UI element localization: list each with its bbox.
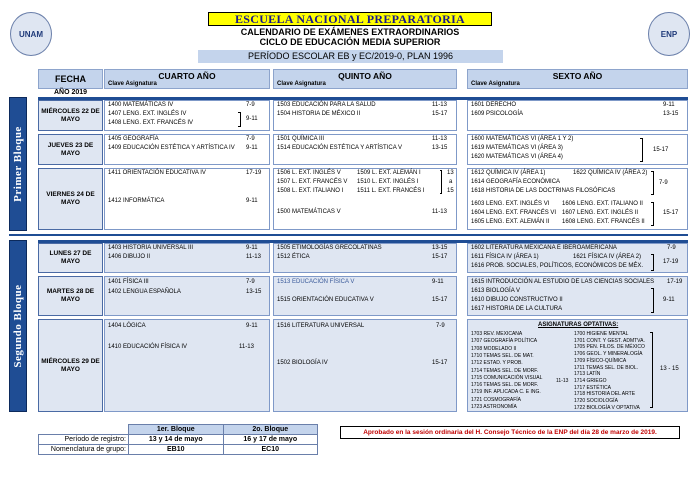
optativas-mid-hour: 11-13: [556, 378, 569, 384]
unam-logo: UNAM: [10, 12, 52, 56]
r28-cuarto: [104, 276, 270, 316]
r29-sexto: [467, 319, 688, 412]
r23-c5-h2: 13-15: [432, 145, 448, 151]
nomenclatura-2: EC10: [223, 445, 318, 455]
optativa-left-item: 1721 COSMOGRAFÍA: [471, 396, 522, 403]
year-label: AÑO 2019: [53, 89, 88, 96]
r24-c6c-2: 1607 LENG. EXT. INGLÉS II: [562, 210, 639, 216]
r29-c5-h1: 7-9: [436, 323, 445, 329]
optativa-right-item: 1705 PEN. FILOS. DE MÉXICO: [574, 344, 645, 351]
r24-brace-c6b: [651, 202, 654, 226]
r27-c4-h2: 11-13: [246, 254, 261, 260]
sexto-clave: Clave Asignatura: [471, 81, 520, 87]
cuarto-clave: Clave Asignatura: [108, 81, 157, 87]
r24-c5-h-4: 11-13: [432, 209, 447, 215]
r22-sexto: [467, 100, 688, 131]
r27-c4-2: 1406 DIBUJO II: [108, 254, 151, 260]
cuarto-header: [104, 69, 270, 89]
r29-c4-h1: 9-11: [246, 323, 258, 329]
r27-c6b: 1621 FÍSICA IV (ÁREA 2): [573, 254, 642, 260]
r22-c6-h2: 13-15: [663, 111, 679, 117]
registro-corner: [39, 425, 129, 435]
optativa-right-item: 1706 GEOL. Y MINERALOGÍA: [574, 351, 643, 358]
r24-c5a-1: 1506 L. EXT. INGLÉS V: [277, 170, 341, 176]
r23-c4-2: 1409 EDUCACIÓN ESTÉTICA Y ARTÍSTICA IV: [108, 145, 235, 151]
r28-brace: [651, 288, 654, 313]
r28-c6-4: 1617 HISTORIA DE LA CULTURA: [471, 306, 563, 312]
r29-c5-h2: 15-17: [432, 360, 448, 366]
r28-c4-2: 1402 LENGUA ESPAÑOLA: [108, 289, 181, 295]
nomenclatura-row: [39, 445, 318, 455]
optativa-right-item: 1714 GRIEGO: [574, 377, 607, 384]
segundo-bloque-label: Segundo Bloque: [12, 284, 24, 368]
r29-c5-1: 1516 LITERATURA UNIVERSAL: [277, 323, 365, 329]
registro-row: [39, 435, 318, 445]
optativa-right-item: 1720 SOCIOLOGÍA: [574, 398, 618, 404]
registro-1: 13 y 14 de mayo: [129, 435, 224, 445]
r24-c6a-3: 1618 HISTORIA DE LAS DOCTRINAS FILOSÓFICAS: [471, 188, 616, 194]
optativa-right-item: 1722 BIOLOGÍA V OPTATIVA: [574, 404, 640, 411]
optativa-left-item: 1703 REV. MEXICANA: [471, 331, 523, 337]
r24-c6a2: 1622 QUÍMICA IV (ÁREA 2): [573, 170, 648, 176]
r28-c6-3: 1610 DIBUJO CONSTRUCTIVO II: [471, 297, 563, 303]
r22-quinto: [273, 100, 457, 131]
r28-quinto: [273, 276, 457, 316]
optativa-left-item: 1710 TEMAS SEL. DE MAT.: [471, 352, 534, 359]
r22-c5-2: 1504 HISTORIA DE MÉXICO II: [277, 111, 361, 117]
r27-c6-1: 1602 LITERATURA MEXICANA E IBEROAMERICANA: [471, 245, 617, 251]
r23-c6-h1: 15-17: [653, 147, 669, 153]
r23-c5-1: 1501 QUÍMICA III: [277, 136, 325, 142]
optativas-brace: [650, 332, 653, 408]
r24-c6b-1: 1603 LENG. EXT. INGLÉS VI: [471, 201, 550, 207]
r23-c6-3: 1620 MATEMÁTICAS VI (ÁREA 4): [471, 154, 563, 160]
r27-c6-3: 1616 PROB. SOCIALES, POLÍTICOS, ECONÓMICOS DE MÉX.: [471, 263, 644, 269]
r29-c4-1: 1404 LÓGICA: [108, 323, 146, 329]
r22-c6-h1: 9-11: [663, 102, 675, 108]
r22-c4-1: 1400 MATEMÁTICAS IV: [108, 102, 174, 108]
r24-c5a-3: 1508 L. EXT. ITALIANO I: [277, 188, 344, 194]
r23-c6-2: 1619 MATEMÁTICAS VI (ÁREA 3): [471, 145, 563, 151]
r27-c4-1: 1403 HISTORIA UNIVERSAL III: [108, 245, 194, 251]
r29-c4-2: 1410 EDUCACIÓN FÍSICA IV: [108, 344, 188, 350]
divider-middle: [9, 234, 688, 236]
r27-c6-h1: 7-9: [667, 245, 676, 251]
r24-c4-1: 1411 ORIENTACIÓN EDUCATIVA IV: [108, 170, 206, 176]
r23-quinto: [273, 134, 457, 165]
r29-quinto: [273, 319, 457, 412]
r27-c5-1: 1505 ETIMOLOGÍAS GRECOLATINAS: [277, 245, 382, 251]
r24-cuarto: [104, 168, 270, 230]
r24-quinto: [273, 168, 457, 230]
r28-c5-h2: 15-17: [432, 297, 448, 303]
r24-c5b-2: 1510 L. EXT. INGLÉS I: [357, 179, 419, 185]
r28-c5-1: 1513 EDUCACIÓN FÍSICA V: [277, 279, 355, 285]
bloque2-header: 2o. Bloque: [223, 425, 318, 435]
date-23: JUEVES 23 DE MAYO: [38, 134, 103, 165]
r22-c6-2: 1609 PSICOLOGÍA: [471, 111, 524, 117]
r23-c4-1: 1405 GEOGRAFÍA: [108, 136, 159, 142]
optativa-left-item: 1716 TEMAS SEL. DE MORF.: [471, 382, 539, 389]
r27-quinto: [273, 243, 457, 273]
optativa-right-item: 1711 TEMAS SEL. DE BIOL.: [574, 364, 639, 371]
r28-c4-h2: 13-15: [246, 289, 262, 295]
r24-c6b-3: 1605 LENG. EXT. ALEMÁN II: [471, 219, 550, 225]
r29-cuarto: [104, 319, 270, 412]
r22-c4-3: 1408 LENG. EXT. FRANCÉS IV: [108, 120, 194, 126]
optativa-left-item: 1714 TEMAS SEL. DE MORF.: [471, 367, 539, 374]
r28-sexto: [467, 276, 688, 316]
optativa-right-item: 1718 HISTORIA DEL ARTE: [574, 391, 636, 398]
registro-header-row: [39, 425, 318, 435]
r23-c5-2: 1514 EDUCACIÓN ESTÉTICA Y ARTÍSTICA V: [277, 145, 403, 151]
segundo-bloque-bar: [9, 240, 27, 412]
sexto-title: SEXTO AÑO: [552, 71, 603, 81]
r23-c5-h1: 11-13: [432, 136, 447, 142]
r23-brace: [640, 138, 643, 162]
r24-c5b-1: 1509 L. EXT. ALEMÁN I: [357, 170, 421, 176]
r24-brace-c5: [440, 170, 442, 194]
optativa-right-item: 1717 ESTÉTICA: [574, 384, 611, 391]
r24-c5b-3: 1511 L. EXT. FRANCÉS I: [357, 188, 425, 194]
r23-cuarto: [104, 134, 270, 165]
date-22: MIÉRCOLES 22 DE MAYO: [38, 100, 103, 131]
date-29: MIÉRCOLES 29 DE MAYO: [38, 319, 103, 412]
date-28: MARTES 28 DE MAYO: [38, 276, 103, 316]
r27-c5-h1: 13-15: [432, 245, 448, 251]
optativa-left-item: 1723 ASTRONOMÍA: [471, 404, 517, 410]
r24-c5-h-13: 13: [447, 170, 454, 176]
r24-sexto: [467, 168, 688, 230]
r24-c5c: 1500 MATEMÁTICAS V: [277, 209, 341, 215]
optativa-right-item: 1713 LATÍN: [574, 371, 601, 378]
r28-c6-2: 1613 BIOLOGÍA V: [471, 288, 521, 294]
r22-c4-2: 1407 LENG. EXT. INGLÉS IV: [108, 111, 187, 117]
page-title: ESCUELA NACIONAL PREPARATORIA: [208, 12, 492, 26]
r23-c4-h2: 9-11: [246, 145, 258, 151]
r24-c5-h-a: a: [449, 179, 453, 185]
r24-c4-h1: 17-19: [246, 170, 262, 176]
r27-c6-2: 1611 FÍSICA IV (ÁREA 1): [471, 254, 539, 260]
optativa-left-item: 1719 INF. APLICADA C. E ING.: [471, 389, 541, 396]
optativa-left-item: 1708 MODELADO II: [471, 345, 517, 352]
r24-c6a-1: 1612 QUÍMICA IV (ÁREA 1): [471, 170, 546, 176]
r27-sexto: [467, 243, 688, 273]
period-banner: PERÍODO ESCOLAR EB y EC/2019-0, PLAN 1996: [198, 50, 503, 63]
nomenclatura-1: EB10: [129, 445, 224, 455]
fecha-header: FECHA: [38, 69, 103, 89]
r24-c5a-2: 1507 L. EXT. FRANCÉS V: [277, 179, 348, 185]
optativa-left-item: 1707 GEOGRAFÍA POLÍTICA: [471, 338, 538, 345]
r23-c4-h1: 7-9: [246, 136, 255, 142]
primer-bloque-bar: [9, 97, 27, 231]
registro-2: 16 y 17 de mayo: [223, 435, 318, 445]
bloque1-header: 1er. Bloque: [129, 425, 224, 435]
quinto-clave: Clave Asignatura: [277, 81, 326, 87]
registro-label: Período de registro:: [39, 435, 129, 445]
r22-cuarto: [104, 100, 270, 131]
r28-c5-h1: 9-11: [432, 279, 444, 285]
r24-c4-h2: 9-11: [246, 198, 258, 204]
r24-c6a-2: 1614 GEOGRAFÍA ECONÓMICA: [471, 179, 561, 185]
r27-cuarto: [104, 243, 270, 273]
optativa-right-item: 1709 FÍSICO-QUÍMICA: [574, 357, 627, 364]
r24-c6b-2: 1604 LENG. EXT. FRANCÉS VI: [471, 210, 557, 216]
r22-c6-1: 1601 DERECHO: [471, 102, 517, 108]
r28-c4-1: 1401 FÍSICA III: [108, 279, 149, 285]
r24-c6-h2: 15-17: [663, 210, 679, 216]
r28-c6-1: 1615 INTRODUCCIÓN AL ESTUDIO DE LAS CIENCIAS SOCIALES: [471, 279, 655, 285]
r27-c4-h1: 9-11: [246, 245, 258, 251]
optativa-right-item: 1700 HIGIENE MENTAL: [574, 331, 629, 337]
nomenclatura-label: Nomenclatura de grupo:: [39, 445, 129, 455]
r22-c4-h1: 7-9: [246, 102, 255, 108]
r24-c5-h-15: 15: [447, 188, 454, 194]
optativa-right-item: 1701 CONT. Y GEST. ADMTVA.: [574, 337, 645, 344]
cuarto-title: CUARTO AÑO: [158, 71, 216, 81]
approval-note: Aprobado en la sesión ordinaria del H. Consejo Técnico de la ENP del día 28 de marzo de 2019.: [340, 426, 680, 439]
r28-c5-2: 1515 ORIENTACIÓN EDUCATIVA V: [277, 297, 374, 303]
r27-brace: [651, 254, 654, 271]
r22-c4-h2: 9-11: [246, 116, 258, 122]
r22-c5-h2: 15-17: [432, 111, 448, 117]
r29-c4-h2: 11-13: [239, 344, 254, 350]
r27-c5-h2: 15-17: [432, 254, 448, 260]
date-27: LUNES 27 DE MAYO: [38, 243, 103, 273]
r28-c4-h1: 7-9: [246, 279, 255, 285]
r29-c5-2: 1502 BIOLOGÍA IV: [277, 360, 328, 366]
sexto-header: [467, 69, 688, 89]
r22-c5-h1: 11-13: [432, 102, 447, 108]
r27-c5-2: 1512 ÉTICA: [277, 254, 310, 260]
subtitle-calendar: CALENDARIO DE EXÁMENES EXTRAORDINARIOS: [240, 27, 460, 37]
quinto-header: [273, 69, 457, 89]
r24-c4-2: 1412 INFORMÁTICA: [108, 198, 165, 204]
optativa-left-item: 1712 ESTAD. Y PROB.: [471, 360, 523, 367]
r22-c5-1: 1503 EDUCACIÓN PARA LA SALUD: [277, 102, 376, 108]
registro-table: [38, 424, 318, 455]
r24-c6c-3: 1608 LENG. EXT. FRANCÉS II: [562, 219, 645, 225]
quinto-title: QUINTO AÑO: [338, 71, 392, 81]
r23-c6-1: 1600 MATEMÁTICAS VI (ÁREA 1 Y 2): [471, 136, 574, 142]
enp-logo: ENP: [648, 12, 690, 56]
r28-c6-h1: 17-19: [667, 279, 683, 285]
r24-c6c-1: 1606 LENG. EXT. ITALIANO II: [562, 201, 643, 207]
subtitle-cycle: CICLO DE EDUCACIÓN MEDIA SUPERIOR: [259, 37, 441, 47]
primer-bloque-label: Primer Bloque: [12, 126, 24, 202]
date-24: VIERNES 24 DE MAYO: [38, 168, 103, 230]
optativa-left-item: 1715 COMUNICACIÓN VISUAL: [471, 374, 543, 381]
r22-brace: [238, 112, 241, 127]
r27-c6-h2: 17-19: [663, 259, 679, 265]
optativas-hour: 13 - 15: [660, 366, 679, 372]
r28-c6-h2: 9-11: [663, 297, 675, 303]
optativas-title: ASIGNATURAS OPTATIVAS:: [538, 322, 619, 328]
r24-c6-h1: 7-9: [659, 180, 668, 186]
r23-sexto: [467, 134, 688, 165]
r24-brace-c6a: [651, 171, 654, 195]
